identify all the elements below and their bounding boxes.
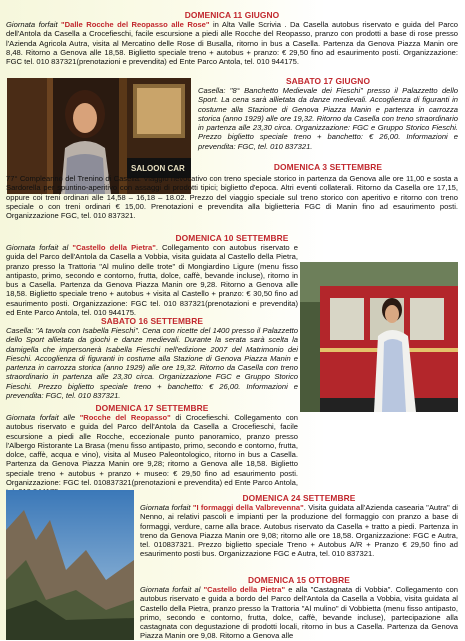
event-text — [6, 20, 458, 66]
event-title: "Rocche del Reopasso" — [79, 413, 171, 422]
event-text — [198, 86, 458, 151]
event-heading: DOMENICA 10 SETTEMBRE — [175, 233, 289, 243]
event-text — [6, 326, 298, 400]
event-intro: Giornata forfait al — [6, 243, 69, 252]
saloon-car-sign: SALOON CAR — [131, 164, 185, 173]
event-heading: SABATO 16 SETTEMBRE — [100, 316, 204, 326]
event-intro: Giornata forfait — [6, 20, 58, 29]
event-section — [198, 76, 458, 151]
photo-mountains-image — [6, 490, 134, 640]
event-intro: Giornata forfait — [140, 503, 191, 512]
event-section — [198, 162, 458, 172]
event-title: "Dalle Rocche del Reopasso alle Rose" — [61, 20, 210, 29]
photo-lady-railcar — [300, 262, 458, 412]
event-title: "Castello della Pietra" — [72, 243, 156, 252]
event-text — [140, 503, 458, 559]
event-body: . Collegamento con autobus riservato e guida del Parco dell'Antola da Casella a Vobbia, visita guidata al Castello della Pietra, pranzo presso la Trattoria "Al mulino delle trote" di Mongiardino Ligure (menu fisso antipasto, primo, secondo e contorno, frutta, dolce, caffè, bevande incluse), ritorno in bus a Casella. Partenza da Genova Piazza Manin ore 9,28. Ritorno a Genova alle 18,58. Biglietto speciale treno + autobus + visita al Castello + pranzo: € 30,50 fino ad esaurimento posti. Organizzazione: FGC tel. 010 837321(prenotazioni e prevendita) ed Ente Parco Antola, tel. 010 944175. — [6, 243, 298, 318]
event-body: di Crocefieschi. Collegamento con autobus riservato e guida del Parco dell'Antola da Casella a Crocefieschi, facile escursione a piedi alle Rocche, eccezionale punto panoramico, pranzo presso l'Albergo Ristorante La Brasa (menu fisso antipasto, primo, secondo e contorno, frutta, dolce, caffè, acqua e vino), visita al Museo Paleontologico, ritorno in bus a Casella. Partenza da Genova Piazza Manin ore 9,28; ritorno a Genova alle 18,58. Biglietto speciale treno + autobus + pranzo + museo: € 29,50 fino ad esaurimento posti. Organizzazione: FGC tel. 010837321(prenotazioni e prevendita) ed Ente Parco Antola, — [6, 413, 298, 488]
event-heading: SABATO 17 GIUGNO — [285, 76, 371, 86]
event-heading: DOMENICA 17 SETTEMBRE — [95, 403, 209, 413]
event-heading: DOMENICA 3 SETTEMBRE — [273, 162, 383, 172]
event-heading: DOMENICA 11 GIUGNO — [184, 10, 280, 20]
event-heading: DOMENICA 15 OTTOBRE — [248, 575, 350, 585]
event-section — [140, 575, 458, 641]
photo-mountains — [6, 490, 134, 640]
event-text — [6, 413, 298, 497]
event-body: in Alta Valle Scrivia . Da Casella autobus riservato e guida del Parco dell'Antola da Casella a Crocefieschi, facile escursione a piedi alle Rocche del Reopasso, pranzo con prodotti a base di rose presso l'Azienda Agricola Autra, visita al Mercatino delle Rose di Busalla, ritorno in bus a Casella. Partenza da Genova Piazza Manin ore 8,48. Ritorno a Genova alle 18,58. Biglietto speciale treno + autobus + pranzo: € 29,50 fino ad esaurimento posti. Organizzazione: FGC tel. 010 837321(prenotazioni e prevendita) ed Ente Parco Antola, tel. 010 944175. — [6, 20, 458, 67]
event-body: . Visita guidata all'Azienda casearia "Autra" di Nenno, ai relativi pascoli e impianti per la produzione del formaggio con pranzo a base di formaggi, verdure, carne alla brace. Autobus riservato da Casella + tratto a piedi. Partenza in treno da Genova Piazza Manin ore 9,08; ritorno alle ore 18,58. Organizzazione: FGC e Autra, tel. 010837321. Prezzo biglietto speciale Treno + Autobus A/R + Pranzo € 29,50 fino ad esaurimento posti bus. Organizzazione FGC e Autra, tel. 010 837321. — [140, 503, 458, 559]
event-section — [6, 10, 458, 66]
event-text — [6, 243, 298, 317]
photo-lady-railcar-image — [300, 262, 458, 412]
event-body: 77° Compleanno del Trenino di Casella. Viaggio rievocativo con treno speciale storico in partenza da Genova alle ore 11,00 e sosta a Sardorella per spuntino-aperitivo con assaggi di prodotti tipici; biglietto d'epoca. Altri eventi collaterali. Ritorno da Casella ore 17,15, oppure coi treni ordinari alle 14,58 – 16,18 – 18.02. Prezzo del viaggio speciale sul treno storico con aperitivo e ritorno con treno speciale o con treni ordinari € 15,00. Prenotazioni e prevendita alla biglietteria FGC di Manin fino ad esaurimento posti. Organizzazione FGC, tel. 010 837321. — [6, 174, 458, 221]
event-body: Casella: "A tavola con Isabella Fieschi". Cena con ricette del 1400 presso il Palazzetto dello Sport allietata da giochi e danze medievali. Durante la serata sarà scelta la damigella che impersonerà Isabella Fieschi nell'edizione 2007 del Matrimonio dei Fieschi. Accoglienza di figuranti in costume alla Stazione di Genova Piazza Manin e partenza in carrozza storica (anno 1929) alle ore 19,32. Ritorno da Casella con treno straordinario in partenza alle 23,30 circa. Organizzazione FGC e Gruppo Storico Fieschi. Prezzo biglietto speciale treno + banchetto: € 26,00. Informazioni e prevendita: FGC, tel. 010 837321. — [6, 326, 298, 401]
event-intro: Giornata forfait al — [140, 585, 201, 594]
event-text — [6, 174, 458, 220]
event-section — [6, 316, 298, 400]
event-title: "I formaggi della Valbrevenna" — [192, 503, 304, 512]
event-section — [6, 403, 458, 413]
event-section — [6, 233, 458, 243]
event-body: Casella: "8° Banchetto Medievale dei Fieschi" presso il Palazzetto dello Sport. La cena sarà allietata da danze medievali. Accoglienza di figuranti in costume alla Stazione di Genova Piazza Manin e partenza in carrozza storica (anno 1929) alle ore 19,32. Ritorno da Casella con treno straordinario in partenza alle 23,30 circa. Organizzazione: FGC e Gruppo Storico Fieschi. Prezzo biglietto speciale treno + banchetto: € 26,00. Informazioni e prevendita: FGC, tel. 010 837321. — [198, 86, 458, 151]
event-heading: DOMENICA 24 SETTEMBRE — [242, 493, 356, 503]
event-section — [140, 493, 458, 559]
event-body: e alla "Castagnata di Vobbia". Collegamento con autobus riservato e guida a bordo del Parco dell'Antola da Casella a Vobbia, visita guidata al Castello della Pietra, pranzo presso la Trattoria "Al mulino" di Vobbietta (menu fisso antipasto, primo, secondo e contorno, frutta, dolce, caffè, bevande incluse), partecipazione alla castagnata con degustazione di prodotti locali, ritorno in bus a Casella. Partenza da Genova Piazza Manin ore 9,08. Ritorno a Genova alle — [140, 585, 458, 641]
event-text — [140, 585, 458, 641]
event-intro: Giornata forfait alle — [6, 413, 76, 422]
event-title: "Castello della Pietra" — [203, 585, 286, 594]
